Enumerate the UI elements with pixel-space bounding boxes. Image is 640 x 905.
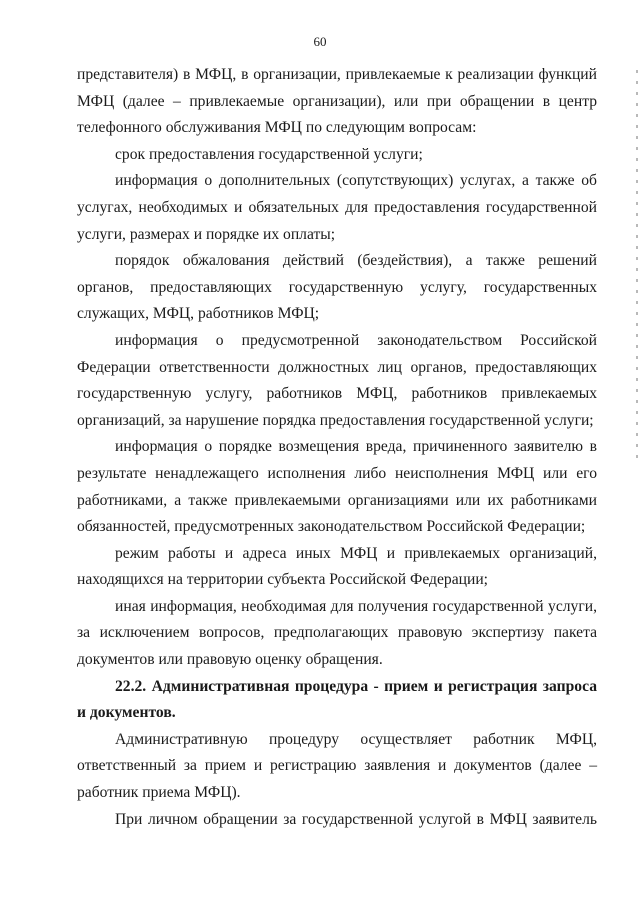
paragraph-personal-appeal: При личном обращении за государственной услугой в МФЦ заявитель: [115, 810, 597, 828]
paragraph-liability: информация о предусмотренной законодательством Российской Федерации ответственности должностных лиц органов, предоставляющих государственную услугу, работников МФЦ, работников привлекаемых организаций, за нарушение порядка предоставления государственной услуги;: [77, 331, 597, 429]
document-body: [77, 62, 597, 833]
paragraph-continuation: представителя) в МФЦ, в организации, привлекаемые к реализации функций МФЦ (далее – привлекаемые организации), или при обращении в центр телефонного обслуживания МФЦ по следующим вопросам:: [77, 66, 597, 137]
paragraph-appeal-procedure: порядок обжалования действий (бездействия), а также решений органов, предоставляющих государственную услугу, государственных служащих, МФЦ, работников МФЦ;: [77, 252, 597, 323]
paragraph-other-information: иная информация, необходимая для получения государственной услуги, за исключением вопросов, предполагающих правовую экспертизу пакета документов или правовую оценку обращения.: [77, 597, 597, 669]
paragraph-service-term: срок предоставления государственной услуги;: [115, 145, 423, 163]
page-number: 60: [313, 34, 327, 49]
paragraph-additional-services: информация о дополнительных (сопутствующих) услугах, а также об услугах, необходимых и обязательных для предоставления государственной услуги, размерах и порядке их оплаты;: [77, 172, 597, 243]
scan-edge-marks: [636, 70, 638, 460]
paragraph-procedure-performer: Административную процедуру осуществляет работник МФЦ, ответственный за прием и регистрацию заявления и документов (далее – работник приема МФЦ).: [77, 730, 597, 802]
paragraph-working-hours: режим работы и адреса иных МФЦ и привлекаемых организаций, находящихся на территории субъекта Российской Федерации;: [77, 544, 597, 589]
paragraph-damage-compensation: информация о порядке возмещения вреда, причиненного заявителю в результате ненадлежащего исполнения либо неисполнения МФЦ или его работниками, а также привлекаемыми организациями или их работниками обязанностей, предусмотренных законодательством Российской Федерации;: [77, 438, 597, 536]
section-heading-22-2: 22.2. Административная процедура - прием и регистрация запроса и документов.: [77, 677, 597, 722]
